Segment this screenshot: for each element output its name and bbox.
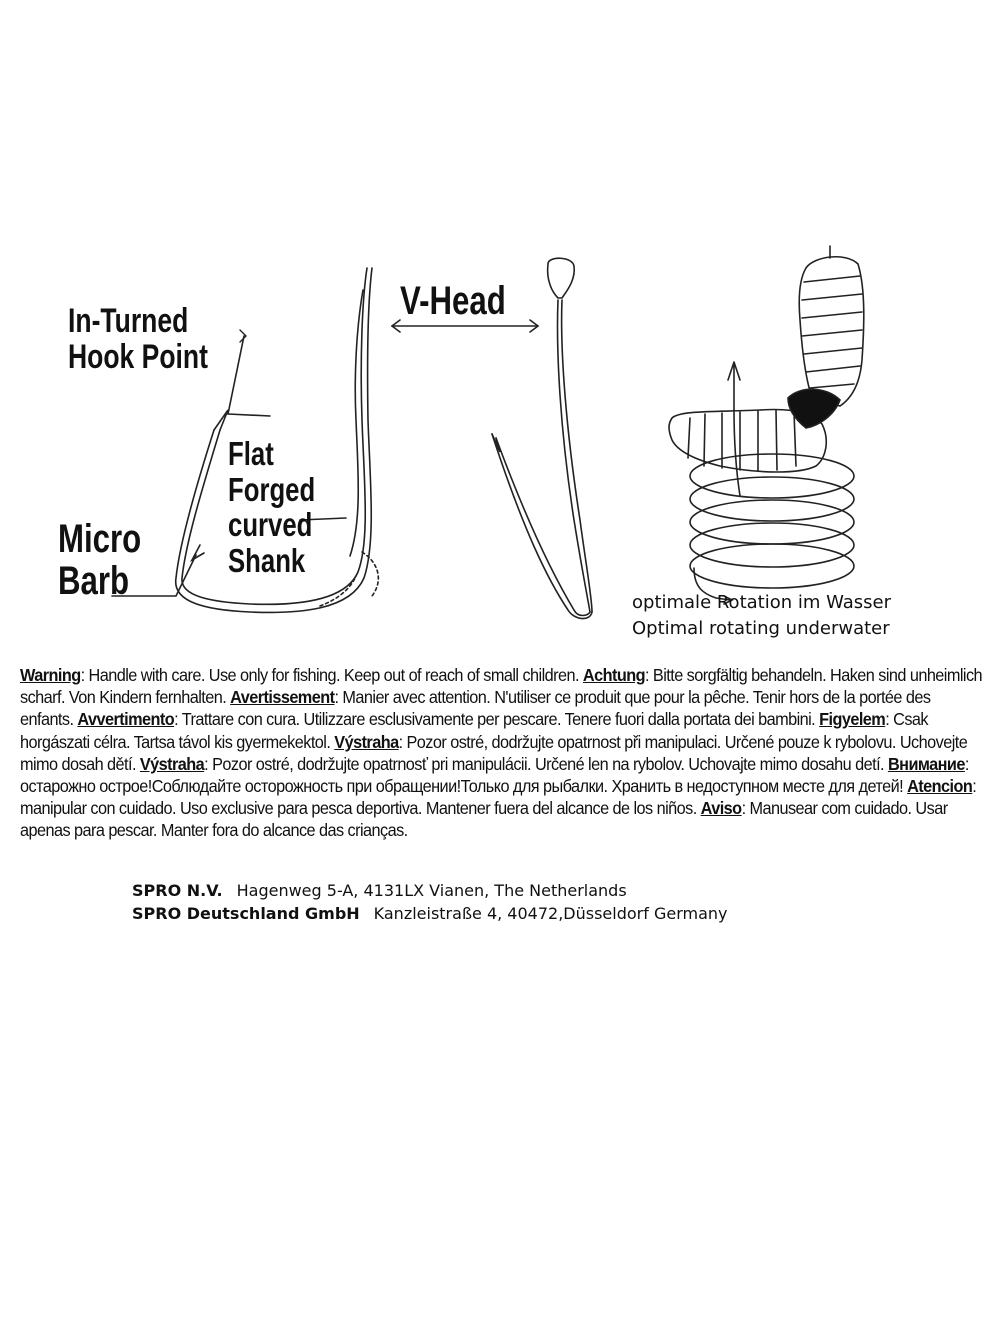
warning-body: : Handle with care. Use only for fishing. Keep out of reach of small children.: [80, 665, 583, 685]
warning-heading: Figyelem: [819, 709, 886, 730]
warning-heading: Atencion: [907, 776, 973, 797]
warning-body: : Bitte sorgfältig behandeln. Haken sind unheimlich scharf. Von Kindern fernhalten.: [20, 665, 983, 708]
warning-body: : Pozor ostré, dodržujte opatrnosť pri manipulácii. Určené len na rybolov. Uchovajte mimo dosahu detí.: [204, 753, 888, 774]
warning-heading: Warning: [20, 665, 81, 685]
company-address: Kanzleistraße 4, 40472,Düsseldorf Germany: [373, 904, 728, 923]
warning-body: : Manusear com cuidado. Usar apenas para pescar. Manter fora do alcance das crianças.: [20, 798, 948, 841]
warning-heading: Avvertimento: [77, 709, 175, 730]
company-name: SPRO N.V.: [132, 881, 223, 900]
warning-body: : manipular con cuidado. Uso exclusive para pesca deportiva. Mantener fuera del alcance de los niños.: [20, 776, 977, 819]
warning-heading: Výstraha: [139, 753, 205, 774]
in-turned-hook-point-label: In-Turned Hook Point: [68, 302, 208, 376]
warning-heading: Aviso: [700, 798, 742, 819]
warning-body: : остарожно острое!Соблюдайте осторожность при обращении!Только для рыбалки. Хранить в недоступном месте для детей!: [20, 753, 969, 797]
address-line-de: [132, 904, 727, 923]
company-address: Hagenweg 5-A, 4131LX Vianen, The Netherlands: [236, 881, 627, 900]
v-head-label: V-Head: [400, 279, 506, 323]
company-name: SPRO Deutschland GmbH: [132, 904, 360, 923]
address-line-nl: [132, 881, 627, 900]
warning-body: : Manier avec attention. N'utiliser ce produit que pour la pêche. Tenir hors de la portée des enfants.: [20, 687, 931, 730]
v-head-hook-icon: [492, 258, 592, 618]
warning-text: [20, 664, 987, 842]
warning-heading: Avertissement: [230, 687, 335, 708]
warning-heading: Výstraha: [334, 731, 399, 752]
rotation-caption-en: Optimal rotating underwater: [632, 618, 890, 639]
warning-body: : Pozor ostré, dodržujte opatrnost při manipulaci. Určené pouze k rybolovu. Uchovejte mimo dosah dětí.: [20, 731, 968, 774]
warning-body: : Csak horgászati célra. Tartsa távol kis gyermekektol.: [20, 709, 928, 752]
maggot-bait-icon: [669, 246, 864, 604]
rotation-caption-de: optimale Rotation im Wasser: [632, 592, 892, 613]
flat-forged-shank-label: Flat Forged curved Shank: [228, 435, 316, 579]
warning-body: : Trattare con cura. Utilizzare esclusivamente per pescare. Tenere fuori dalla portata dei bambini.: [174, 709, 820, 730]
warning-heading: Внимание: [887, 753, 965, 774]
micro-barb-label: Micro Barb: [58, 517, 142, 603]
warning-heading: Achtung: [582, 665, 646, 685]
